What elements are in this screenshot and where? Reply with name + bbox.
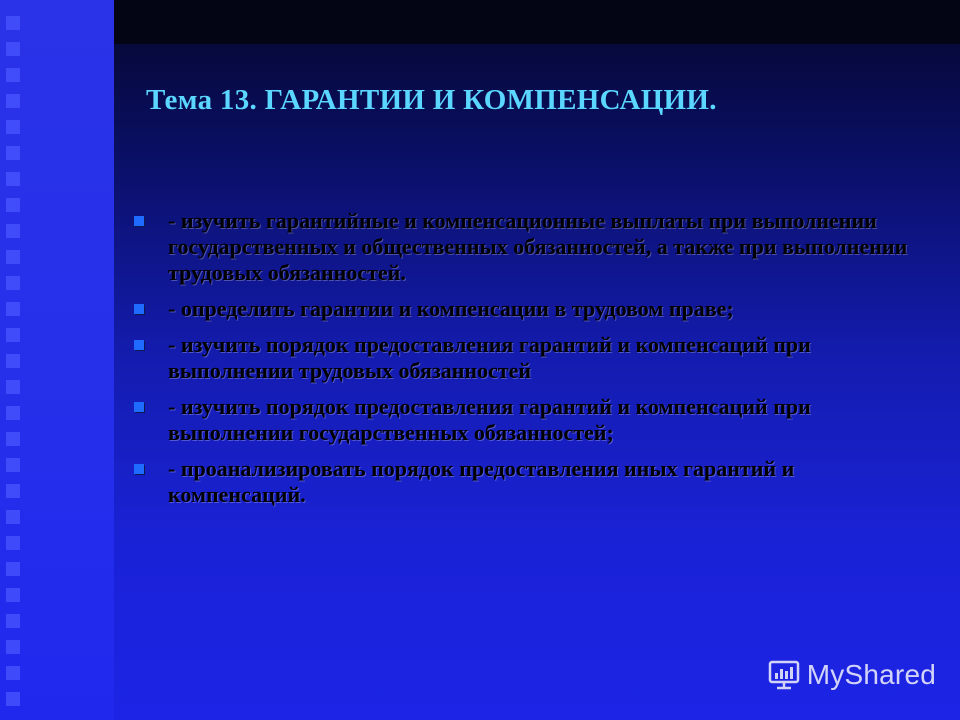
top-dark-band bbox=[114, 0, 960, 44]
bullet-item bbox=[130, 208, 930, 286]
decorative-square bbox=[6, 146, 20, 160]
decorative-square bbox=[6, 328, 20, 342]
decorative-square bbox=[6, 120, 20, 134]
decorative-square bbox=[6, 224, 20, 238]
decorative-square bbox=[6, 640, 20, 654]
slide-title: Тема 13. ГАРАНТИИ И КОМПЕНСАЦИИ. bbox=[146, 84, 717, 116]
bullet-item bbox=[130, 332, 930, 384]
decorative-square bbox=[6, 302, 20, 316]
bullet-square-icon bbox=[134, 464, 144, 474]
decorative-square bbox=[6, 536, 20, 550]
decorative-square bbox=[6, 588, 20, 602]
bullet-text: - проанализировать порядок предоставления иных гарантий и компенсаций. bbox=[168, 456, 795, 507]
decorative-square bbox=[6, 16, 20, 30]
decorative-square bbox=[6, 406, 20, 420]
decorative-square bbox=[6, 614, 20, 628]
decorative-square bbox=[6, 432, 20, 446]
bullet-square-icon bbox=[134, 340, 144, 350]
watermark[interactable] bbox=[767, 658, 936, 692]
decorative-square bbox=[6, 94, 20, 108]
decorative-square bbox=[6, 42, 20, 56]
bullet-text: - изучить порядок предоставления гарантий и компенсаций при выполнении государственных обязанностей; bbox=[168, 394, 811, 445]
left-decorative-band bbox=[0, 0, 114, 720]
decorative-square bbox=[6, 172, 20, 186]
decorative-square bbox=[6, 562, 20, 576]
decorative-square bbox=[6, 458, 20, 472]
presentation-board-icon bbox=[767, 658, 801, 692]
bullet-square-icon bbox=[134, 402, 144, 412]
decorative-square-column bbox=[6, 16, 20, 718]
decorative-square bbox=[6, 666, 20, 680]
decorative-square bbox=[6, 276, 20, 290]
watermark-text: MyShared bbox=[806, 659, 936, 690]
decorative-square bbox=[6, 510, 20, 524]
bullet-text: - определить гарантии и компенсации в трудовом праве; bbox=[168, 296, 734, 321]
bullet-text: - изучить порядок предоставления гарантий и компенсаций при выполнении трудовых обязанностей bbox=[168, 332, 811, 383]
bullet-item bbox=[130, 296, 930, 322]
decorative-square bbox=[6, 250, 20, 264]
bullet-text: - изучить гарантийные и компенсационные выплаты при выполнении государственных и общественных обязанностей, а также при выполнении трудовых обязанностей. bbox=[168, 208, 908, 285]
bullet-item bbox=[130, 394, 930, 446]
decorative-square bbox=[6, 354, 20, 368]
bullet-list bbox=[130, 208, 930, 518]
bullet-square-icon bbox=[134, 216, 144, 226]
decorative-square bbox=[6, 198, 20, 212]
decorative-square bbox=[6, 68, 20, 82]
decorative-square bbox=[6, 380, 20, 394]
decorative-square bbox=[6, 484, 20, 498]
bullet-item bbox=[130, 456, 930, 508]
bullet-square-icon bbox=[134, 304, 144, 314]
decorative-square bbox=[6, 692, 20, 706]
